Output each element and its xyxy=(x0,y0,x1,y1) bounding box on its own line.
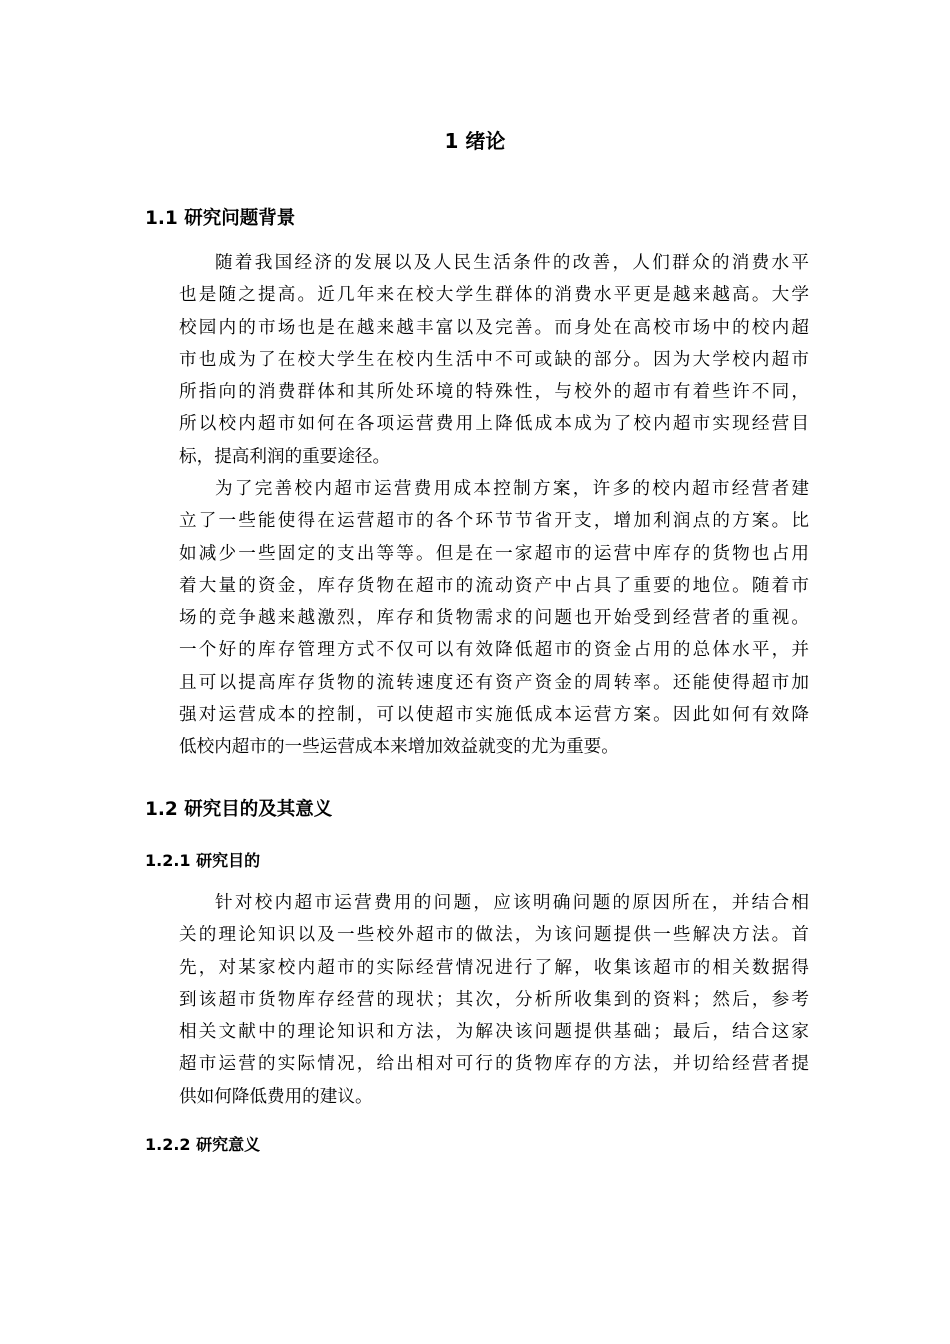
section-heading-1-1: 1.1 研究问题背景 xyxy=(145,208,296,229)
paragraph-line: 标，提高利润的重要途径。 xyxy=(179,446,391,467)
paragraph-line: 一个好的库存管理方式不仅可以有效降低超市的资金占用的总体水平，并 xyxy=(179,640,809,661)
paragraph-line: 所以校内超市如何在各项运营费用上降低成本成为了校内超市实现经营目 xyxy=(179,414,809,435)
paragraph-line: 校园内的市场也是在越来越丰富以及完善。而身处在高校市场中的校内超 xyxy=(179,317,809,338)
paragraph-line: 着大量的资金，库存货物在超市的流动资产中占具了重要的地位。随着市 xyxy=(179,575,809,596)
paragraph-purpose xyxy=(179,887,809,1113)
paragraph-line: 市也成为了在校大学生在校内生活中不可或缺的部分。因为大学校内超市 xyxy=(179,349,809,370)
paragraph-line: 强对运营成本的控制，可以使超市实施低成本运营方案。因此如何有效降 xyxy=(179,705,809,726)
paragraph-line: 相关文献中的理论知识和方法，为解决该问题提供基础；最后，结合这家 xyxy=(179,1022,809,1043)
paragraph-line: 也是随之提高。近几年来在校大学生群体的消费水平更是越来越高。大学 xyxy=(179,285,809,306)
paragraph-line: 场的竞争越来越激烈，库存和货物需求的问题也开始受到经营者的重视。 xyxy=(179,608,809,629)
paragraph-line: 且可以提高库存货物的流转速度还有资产资金的周转率。还能使得超市加 xyxy=(179,672,809,693)
paragraph-line: 到该超市货物库存经营的现状；其次，分析所收集到的资料；然后，参考 xyxy=(179,989,809,1010)
paragraph-line: 供如何降低费用的建议。 xyxy=(179,1086,373,1107)
paragraph-line: 针对校内超市运营费用的问题，应该明确问题的原因所在，并结合相 xyxy=(215,893,809,913)
paragraph-line: 如减少一些固定的支出等等。但是在一家超市的运营中库存的货物也占用 xyxy=(179,543,809,564)
paragraph-line: 低校内超市的一些运营成本来增加效益就变的尤为重要。 xyxy=(179,737,619,758)
section-heading-1-2: 1.2 研究目的及其意义 xyxy=(145,799,333,820)
paragraph-line: 立了一些能使得在运营超市的各个环节节省开支，增加利润点的方案。比 xyxy=(179,511,809,532)
paragraph-background-2 xyxy=(179,473,809,764)
subsection-heading-1-2-2: 1.2.2 研究意义 xyxy=(145,1135,261,1154)
paragraph-line: 为了完善校内超市运营费用成本控制方案，许多的校内超市经营者建 xyxy=(215,479,809,499)
paragraph-line: 随着我国经济的发展以及人民生活条件的改善，人们群众的消费水平 xyxy=(215,253,809,273)
paragraph-line: 所指向的消费群体和其所处环境的特殊性，与校外的超市有着些许不同， xyxy=(179,382,809,403)
paragraph-background-1 xyxy=(179,247,809,473)
subsection-heading-1-2-1: 1.2.1 研究目的 xyxy=(145,851,261,870)
paragraph-line: 超市运营的实际情况，给出相对可行的货物库存的方法，并切给经营者提 xyxy=(179,1054,809,1075)
chapter-title: 1 绪论 xyxy=(444,129,506,153)
paragraph-line: 关的理论知识以及一些校外超市的做法，为该问题提供一些解决方法。首 xyxy=(179,925,809,946)
paragraph-line: 先，对某家校内超市的实际经营情况进行了解，收集该超市的相关数据得 xyxy=(179,957,809,978)
